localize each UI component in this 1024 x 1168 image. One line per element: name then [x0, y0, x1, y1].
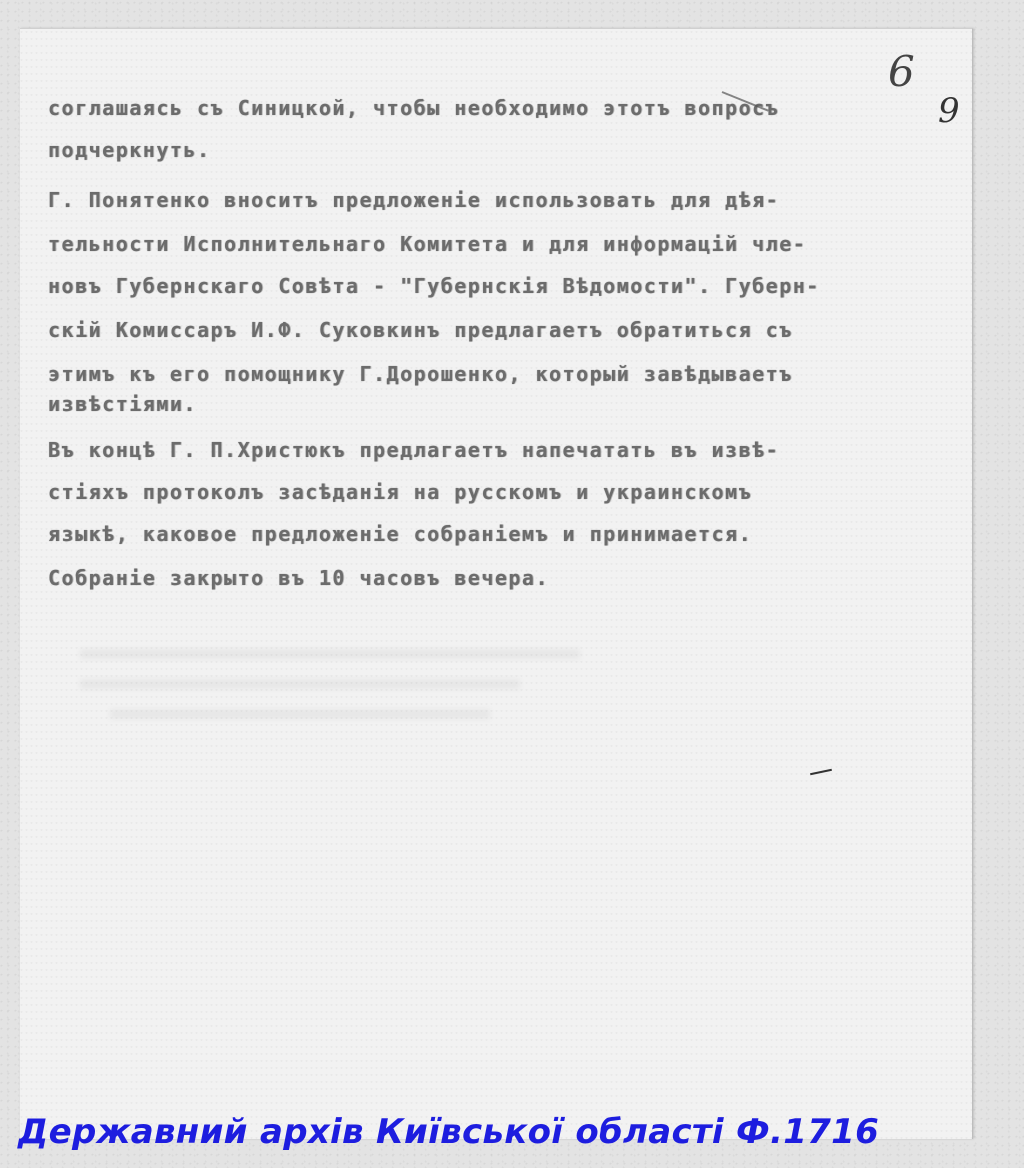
- text-line: языкѣ, каковое предложеніе собраніемъ и принимается.: [48, 522, 753, 546]
- text-line: этимъ къ его помощнику Г.Дорошенко, который завѣдываетъ: [48, 362, 793, 386]
- handwritten-page-number: 6: [888, 47, 911, 96]
- handwritten-page-number-corrected: 9: [938, 91, 960, 131]
- text-line: извѣстіями.: [48, 392, 197, 416]
- pencil-dash-mark: [810, 769, 832, 776]
- archive-caption: Державний архів Київської області Ф.1716: [18, 1112, 880, 1152]
- text-line: Собраніе закрыто въ 10 часовъ вечера.: [48, 566, 550, 590]
- text-line: скій Комиссаръ И.Ф. Суковкинъ предлагаетъ обратиться съ: [48, 318, 793, 342]
- bleed-through-shadow: [80, 679, 520, 689]
- text-line: новъ Губернскаго Совѣта - "Губернскія Вѣдомости". Губерн-: [48, 274, 820, 298]
- text-line: соглашаясь съ Синицкой, чтобы необходимо этотъ вопросъ: [48, 96, 780, 120]
- text-line: стіяхъ протоколъ засѣданія на русскомъ и украинскомъ: [48, 480, 753, 504]
- text-line: тельности Исполнительнаго Комитета и для информацій чле-: [48, 232, 807, 256]
- bleed-through-shadow: [80, 649, 580, 659]
- text-line: Г. Понятенко вноситъ предложеніе использовать для дѣя-: [48, 188, 780, 212]
- text-line: Въ концѣ Г. П.Христюкъ предлагаетъ напечатать въ извѣ-: [48, 438, 780, 462]
- bleed-through-shadow: [110, 709, 490, 719]
- text-line: подчеркнуть.: [48, 138, 211, 162]
